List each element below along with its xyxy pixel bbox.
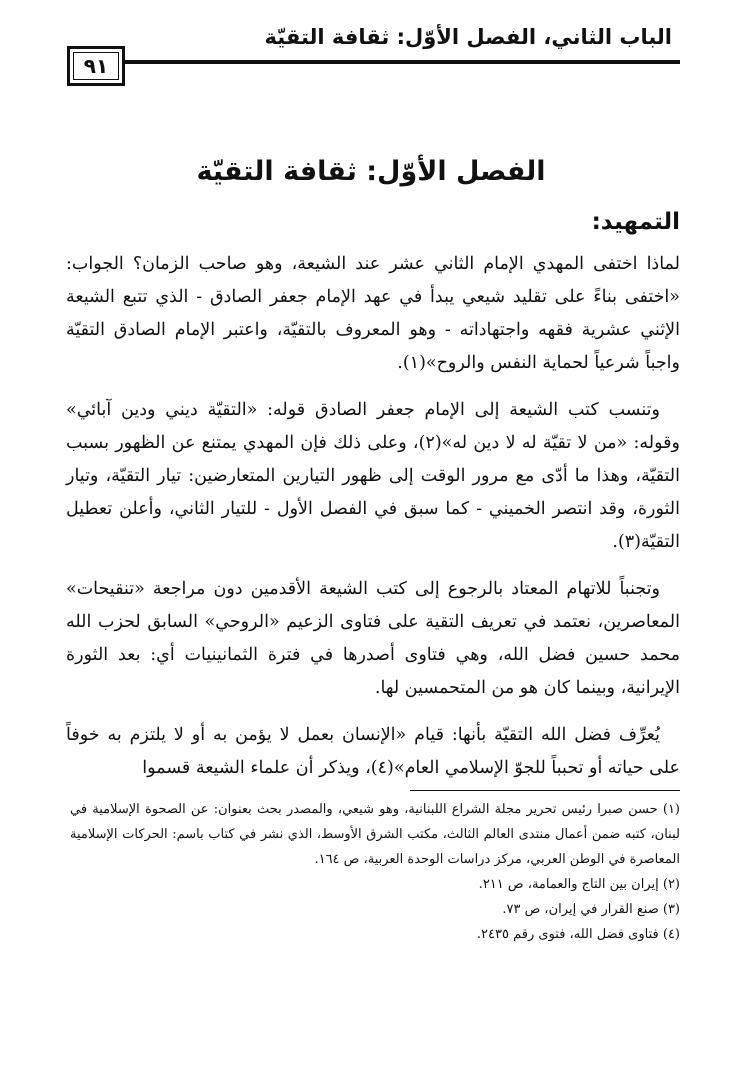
page-number-box <box>67 46 125 86</box>
running-head: الباب الثاني، الفصل الأوّل: ثقافة التقيّة <box>264 25 672 49</box>
paragraph: وتجنباً للاتهام المعتاد بالرجوع إلى كتب الشيعة الأقدمين دون مراجعة «تنقيحات» المعاصرين، نعتمد في تعريف التقية على فتاوى الزعيم «الروحي» السابق لحزب الله محمد حسين فضل الله، وهي فتاوى أصدرها في فترة الثمانينيات أي: بعد الثورة الإيرانية، وبينما كان هو من المتحمسين لها. <box>66 579 680 698</box>
body-text <box>66 248 680 799</box>
paragraph: لماذا اختفى المهدي الإمام الثاني عشر عند الشيعة، وهو صاحب الزمان؟ الجواب: «اختفى بناءً على تقليد شيعي يبدأ في عهد الإمام جعفر الصادق - الذي تتبع الشيعة الإثني عشرية فقهه واجتهاداته - وهو المعروف بالتقيّة، واعتبر الإمام الصادق التقيّة واجباً شرعياً لحماية النفس والروح»(١). <box>66 254 680 373</box>
footnote: (٢) إيران بين التاج والعمامة، ص ٢١١. <box>478 877 680 892</box>
header-rule <box>125 60 680 64</box>
page-number: ٩١ <box>83 54 109 78</box>
footnotes <box>70 797 680 947</box>
footnote-rule <box>410 790 680 791</box>
footnote: (٤) فتاوى فضل الله، فتوى رقم ٢٤٣٥. <box>476 927 680 942</box>
footnote: (١) حسن صبرا رئيس تحرير مجلة الشراع اللبنانية، وهو شيعي، والمصدر بحث بعنوان: عن الصحوة الإسلامية في لبنان، كتبه ضمن أعمال منتدى العالم الثالث، مكتب الشرق الأوسط، الذي نشر في كتاب باسم: الحركات الإسلامية المعاصرة في الوطن العربي، مركز دراسات الوحدة العربية، ص ١٦٤. <box>70 802 680 867</box>
section-heading: التمهيد: <box>591 209 680 235</box>
paragraph: يُعرِّف فضل الله التقيّة بأنها: قيام «الإنسان بعمل لا يؤمن به أو لا يلتزم به خوفاً على حياته أو تحبباً للجوّ الإسلامي العام»(٤)، ويذكر أن علماء الشيعة قسموا <box>66 725 680 778</box>
paragraph: وتنسب كتب الشيعة إلى الإمام جعفر الصادق قوله: «التقيّة ديني ودين آبائي» وقوله: «من لا تقيّة له لا دين له»(٢)، وعلى ذلك فإن المهدي يمتنع عن الظهور بسبب التقيّة، وهذا ما أدّى مع مرور الوقت إلى ظهور التيارين المتعارضين: تيار التقيّة، وتيار الثورة، وقد انتصر الخميني - كما سبق في الفصل الأول - للتيار الثاني، وأعلن تعطيل التقيّة(٣). <box>66 400 680 552</box>
chapter-title: الفصل الأوّل: ثقافة التقيّة <box>196 156 546 187</box>
footnote: (٣) صنع القرار في إيران، ص ٧٣. <box>502 902 680 917</box>
